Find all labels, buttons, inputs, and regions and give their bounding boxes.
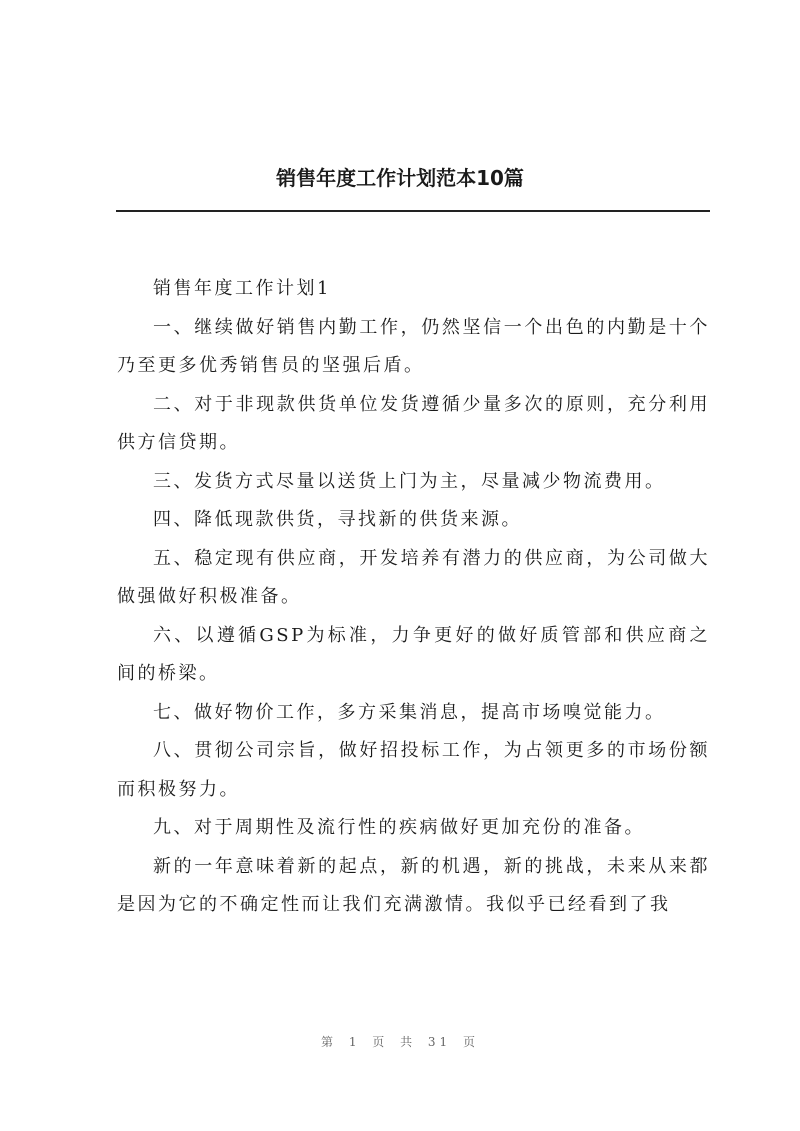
paragraph: 八、贯彻公司宗旨，做好招投标工作，为占领更多的市场份额而积极努力。 <box>117 740 710 800</box>
paragraph: 六、以遵循GSP为标准，力争更好的做好质管部和供应商之间的桥梁。 <box>117 624 710 684</box>
paragraph: 四、降低现款供货，寻找新的供货来源。 <box>153 509 522 530</box>
paragraph: 九、对于周期性及流行性的疾病做好更加充份的准备。 <box>153 817 645 838</box>
section-heading: 销售年度工作计划1 <box>153 278 331 299</box>
paragraph: 新的一年意味着新的起点，新的机遇，新的挑战，未来从来都是因为它的不确定性而让我们充满激情。我似乎已经看到了我 <box>117 855 710 915</box>
paragraph: 二、对于非现款供货单位发货遵循少量多次的原则，充分利用供方信贷期。 <box>117 393 710 453</box>
page-number-footer: 第 1 页 共 31 页 <box>321 1035 479 1049</box>
paragraph: 一、继续做好销售内勤工作，仍然坚信一个出色的内勤是十个乃至更多优秀销售员的坚强后盾。 <box>117 316 710 376</box>
title-underline <box>116 210 710 212</box>
paragraph: 五、稳定现有供应商，开发培养有潜力的供应商，为公司做大做强做好积极准备。 <box>117 547 710 607</box>
document-body <box>117 270 710 925</box>
paragraph: 七、做好物价工作，多方采集消息，提高市场嗅觉能力。 <box>153 701 666 723</box>
paragraph: 三、发货方式尽量以送货上门为主，尽量减少物流费用。 <box>153 470 666 492</box>
document-title: 销售年度工作计划范本10篇 <box>276 166 524 190</box>
